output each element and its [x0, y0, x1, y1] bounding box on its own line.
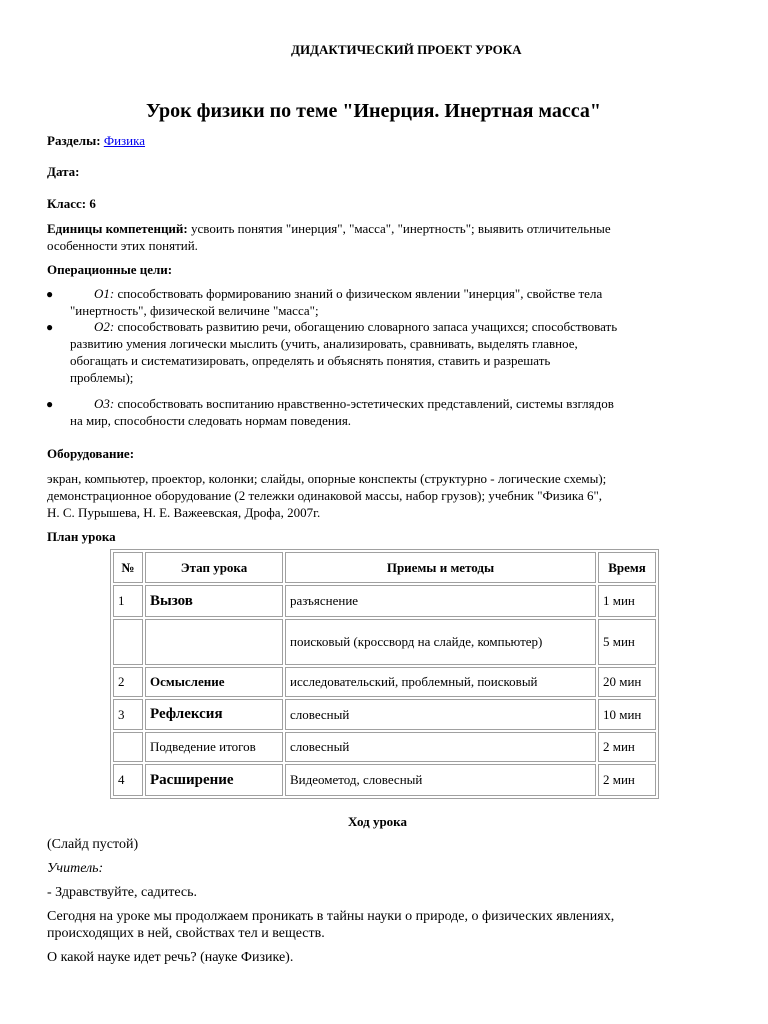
goal-item-1-line-2: "инертность", физической величине "масса";	[70, 303, 319, 318]
row-methods: исследовательский, проблемный, поисковый	[285, 667, 596, 697]
goal-item-2-line-3: обогащать и систематизировать, определять и объяснять понятия, ставить и разрешать	[70, 353, 551, 368]
sections-row	[47, 132, 145, 149]
sections-label: Разделы:	[47, 133, 101, 148]
equipment-line-2: демонстрационное оборудование (2 тележки одинаковой массы, набор грузов); учебник "Физика 6",	[47, 488, 603, 503]
row-methods: поисковый (кроссворд на слайде, компьютер)	[285, 619, 596, 665]
date-label: Дата:	[47, 164, 80, 179]
row-num	[113, 619, 143, 665]
row-methods: словесный	[285, 699, 596, 730]
row-num: 1	[113, 585, 143, 617]
row-stage	[145, 619, 283, 665]
row-time: 5 мин	[598, 619, 656, 665]
table-row	[113, 699, 656, 730]
bullet-icon: ●	[46, 320, 54, 334]
row-stage: Рефлексия	[145, 699, 283, 730]
intro-line-1: Сегодня на уроке мы продолжаем проникать в тайны науки о природе, о физических явлениях,	[47, 909, 615, 924]
row-time: 1 мин	[598, 585, 656, 617]
row-time: 10 мин	[598, 699, 656, 730]
row-stage: Вызов	[145, 585, 283, 617]
lesson-title: Урок физики по теме "Инерция. Инертная масса"	[146, 100, 601, 122]
goal-item-2-line-2: развитию умения логически мыслить (учить, анализировать, сравнивать, выделять главное,	[70, 336, 578, 351]
table-row	[113, 667, 656, 697]
goal-item-2-line-4: проблемы);	[70, 370, 134, 385]
competence-text-2: особенности этих понятий.	[47, 238, 198, 253]
row-num: 3	[113, 699, 143, 730]
row-stage: Осмысление	[145, 667, 283, 697]
goal-text: способствовать воспитанию нравственно-эстетических представлений, системы взглядов	[117, 396, 614, 411]
slide-note: (Слайд пустой)	[47, 837, 139, 852]
competence-text-1: усвоить понятия "инерция", "масса", "инертность"; выявить отличительные	[191, 221, 611, 236]
goal-text: способствовать развитию речи, обогащению словарного запаса учащихся; способствовать	[117, 319, 618, 334]
table-row	[113, 732, 656, 762]
course-heading: Ход урока	[348, 814, 407, 829]
equipment-line-3: Н. С. Пурышева, Н. Е. Важеевская, Дрофа, 2007г.	[47, 505, 321, 520]
table-header-row	[113, 552, 656, 583]
row-num: 2	[113, 667, 143, 697]
class-value: 6	[89, 196, 96, 211]
column-header-stage: Этап урока	[145, 552, 283, 583]
row-num: 4	[113, 764, 143, 796]
competence-label: Единицы компетенций:	[47, 221, 188, 236]
project-title: ДИДАКТИЧЕСКИЙ ПРОЕКТ УРОКА	[291, 42, 522, 57]
column-header-methods: Приемы и методы	[285, 552, 596, 583]
goal-text: способствовать формированию знаний о физическом явлении "инерция", свойстве тела	[117, 286, 603, 301]
equipment-heading: Оборудование:	[47, 446, 135, 461]
goal-item-3-line-2: на мир, способности следовать нормам поведения.	[70, 413, 352, 428]
class-label: Класс:	[47, 196, 87, 211]
goal-code: О1:	[94, 286, 115, 301]
goal-item-1	[94, 285, 602, 302]
table-row	[113, 619, 656, 665]
row-methods: словесный	[285, 732, 596, 762]
teacher-label: Учитель:	[47, 861, 104, 876]
lesson-plan-table	[110, 549, 659, 799]
row-stage: Расширение	[145, 764, 283, 796]
row-time: 20 мин	[598, 667, 656, 697]
row-stage: Подведение итогов	[145, 732, 283, 762]
table-row	[113, 585, 656, 617]
column-header-num: №	[113, 552, 143, 583]
plan-heading: План урока	[47, 529, 116, 544]
row-num	[113, 732, 143, 762]
physics-link[interactable]: Физика	[103, 133, 146, 148]
goal-item-3	[94, 395, 614, 412]
table-row	[113, 764, 656, 796]
intro-line-2: происходящих в ней, свойствах тел и веществ.	[47, 926, 325, 941]
class-row	[47, 195, 96, 212]
question-text: О какой науке идет речь? (науке Физике).	[47, 950, 294, 965]
goal-code: О2:	[94, 319, 115, 334]
goal-code: О3:	[94, 396, 115, 411]
bullet-icon: ●	[46, 397, 54, 411]
row-time: 2 мин	[598, 764, 656, 796]
column-header-time: Время	[598, 552, 656, 583]
goals-heading: Операционные цели:	[47, 262, 173, 277]
goal-item-2	[94, 318, 617, 335]
bullet-icon: ●	[46, 287, 54, 301]
row-methods: Видеометод, словесный	[285, 764, 596, 796]
competence-row	[47, 220, 611, 237]
row-time: 2 мин	[598, 732, 656, 762]
row-methods: разъяснение	[285, 585, 596, 617]
greeting-text: - Здравствуйте, садитесь.	[47, 885, 197, 900]
equipment-line-1: экран, компьютер, проектор, колонки; слайды, опорные конспекты (структурно - логические схемы);	[47, 471, 607, 486]
